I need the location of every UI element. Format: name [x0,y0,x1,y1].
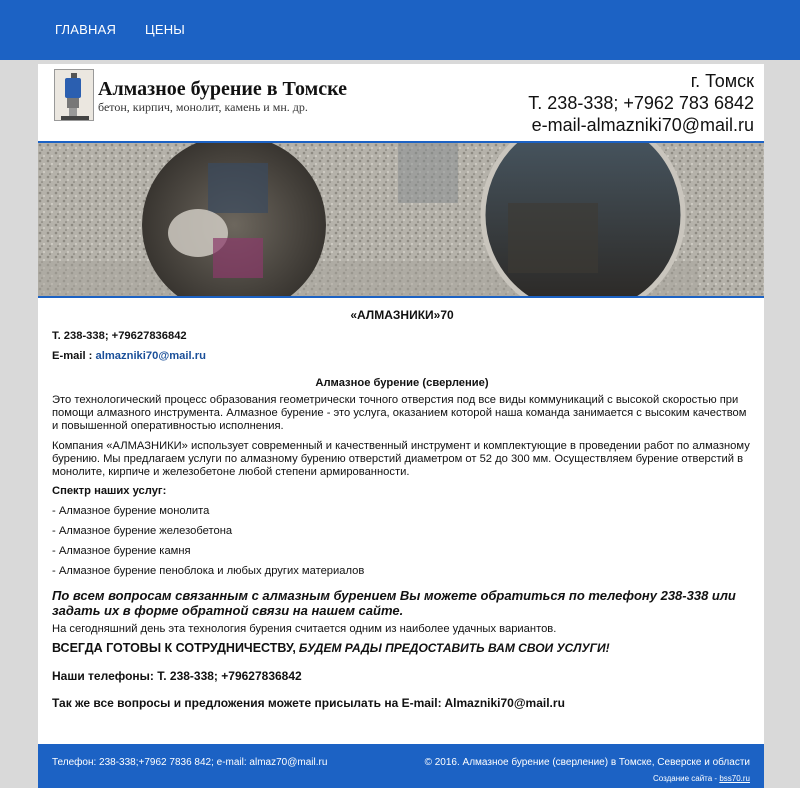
service-item: - Алмазное бурение монолита [52,505,210,517]
phones-label: Наши телефоны: [52,669,158,683]
site-header [38,64,764,142]
email-label: E-mail : [52,350,96,362]
paragraph-company: Компания «АЛМАЗНИКИ» использует современный и качественный инструмент и комплектующие в проведении работ по алмазному бурению. Мы предлагаем услуги по алмазному бурению отверстий диаметром от 52 до 300 мм. Осуществляем бурение отверстий в монолите, кирпиче и железобетоне любой степени армированности. [52,440,750,478]
nav-prices-link[interactable]: ЦЕНЫ [145,22,185,37]
drill-logo-icon[interactable] [54,69,94,121]
site-footer [38,744,764,788]
credit-label: Создание сайта - [652,774,720,783]
phones-line [52,670,752,683]
header-phone: Т. 238-338; +7962 783 6842 [528,93,754,113]
header-email: e-mail-almazniki70@mail.ru [531,115,754,135]
paragraph-intro: Это технологический процесс образования геометрически точного отверстия под все виды коммуникаций с высокой скоростью при помощи алмазного инструмента. Алмазное бурение - это услуга, оказанием которой наша команда занимается с высоким качеством и повышенной оперативностью исполнения. [52,394,747,432]
ready-line [52,642,752,656]
banner-divider [38,296,764,298]
service-item: - Алмазное бурение железобетона [52,525,233,537]
services-title: Спектр наших услуг: [52,485,167,497]
service-item: - Алмазное бурение камня [52,545,191,557]
site-subtitle: бетон, кирпич, монолит, камень и мн. др. [98,100,308,114]
email-link[interactable]: almazniki70@mail.ru [95,350,206,362]
phones-value: Т. 238-338; +79627836842 [157,669,302,683]
site-title: Алмазное бурение в Томске [98,78,348,100]
hero-banner-image [38,143,764,297]
content-phone: Т. 238-338; +79627836842 [52,330,187,342]
contact-call: По всем вопросам связанным с алмазным бурением Вы можете обратиться по телефону 238-338 или задать их в форме обратной связи на нашем сайте. [52,588,736,618]
main-content [52,309,752,710]
section-title: Алмазное бурение (сверление) [315,377,489,389]
also-label: Так же все вопросы и предложения можете присылать на E-mail: [52,696,445,710]
ready-italic: БУДЕМ РАДЫ ПРЕДОСТАВИТЬ ВАМ СВОИ УСЛУГИ! [298,641,610,655]
paragraph-tech: На сегодняшний день эта технология бурения считается одним из наиболее удачных вариантов. [52,623,557,635]
footer-credit [653,774,750,783]
ready-caps: ВСЕГДА ГОТОВЫ К СОТРУДНИЧЕСТВУ, [52,641,296,655]
top-navigation [0,0,800,60]
nav-home-link[interactable]: ГЛАВНАЯ [55,22,117,37]
content-email-line [52,350,752,363]
header-city: г. Томск [690,71,754,91]
header-contacts [528,70,754,136]
footer-contacts: Телефон: 238-338;+7962 7836 842; e-mail: almaz70@mail.ru [52,757,328,768]
page-container [38,64,764,788]
credit-link[interactable]: bss70.ru [719,774,750,783]
also-email-line [52,697,752,710]
company-name: «АЛМАЗНИКИ»70 [350,308,454,322]
also-email: Almazniki70@mail.ru [444,696,565,710]
footer-copyright: © 2016. Алмазное бурение (сверление) в Томске, Северске и области [424,757,750,768]
service-item: - Алмазное бурение пеноблока и любых других материалов [52,565,365,577]
